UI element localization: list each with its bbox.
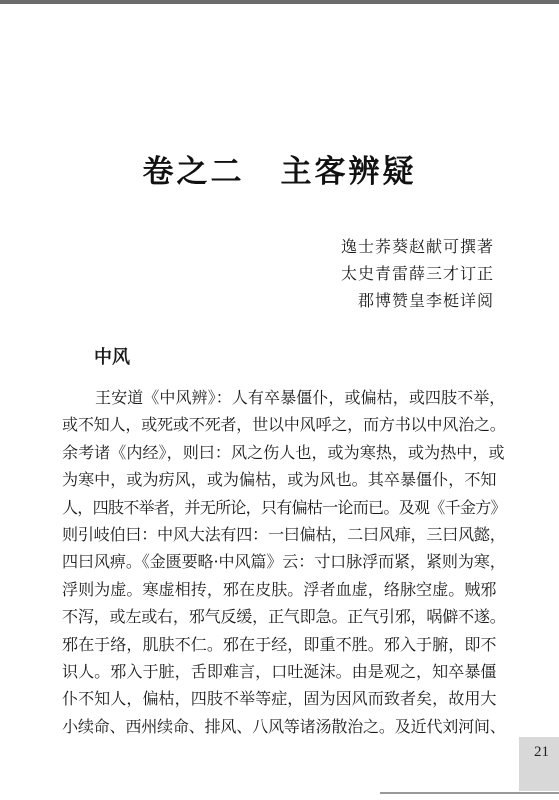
author-credits	[341, 233, 494, 314]
section-heading: 中风	[94, 347, 130, 368]
bottom-rule	[380, 792, 559, 794]
text-line: 人，四肢不举者，并无所论，只有偏枯一论而已。及观《千金方》	[62, 497, 506, 517]
text-line: 王安道《中风辨》：人有卒暴僵仆，或偏枯，或四肢不举，	[95, 388, 506, 407]
text-line: 则引岐伯曰：中风大法有四：一曰偏枯，二曰风痱，三曰风懿，	[62, 524, 506, 544]
text-line: 或不知人，或死或不死者，世以中风呼之，而方书以中风治之。	[62, 415, 506, 435]
author-line: 太史青雷薛三才订正	[340, 264, 494, 283]
text-line: 四曰风痹。《金匮要略·中风篇》云：寸口脉浮而紧，紧则为寒，	[62, 552, 506, 572]
text-line: 为寒中，或为疠风，或为偏枯，或为风也。其卒暴僵仆，不知	[62, 470, 497, 490]
text-line: 不泻，或左或右，邪气反缓，正气即急。正气引邪，㖞僻不遂。	[62, 607, 506, 627]
page-number: 21	[534, 744, 549, 760]
chapter-name: 主客辨疑	[280, 154, 417, 190]
text-line: 余考诸《内经》，则曰：风之伤人也，或为寒热，或为热中，或	[62, 442, 505, 462]
text-line: 识人。邪入于脏，舌即难言，口吐涎沫。由是观之，知卒暴僵	[62, 661, 497, 681]
author-line: 郡博赞皇李梃详阅	[357, 291, 494, 310]
author-line: 逸士荞葵赵献可撰著	[340, 237, 494, 256]
text-line: 小续命、西州续命、排风、八风等诸汤散治之。及近代刘河间、	[62, 716, 506, 736]
page-top-edge	[0, 0, 559, 4]
text-line: 仆不知人，偏枯，四肢不举等症，固为因风而致者矣，故用大	[62, 689, 497, 709]
body-paragraph	[62, 384, 506, 740]
text-line: 浮则为虚。寒虚相抟，邪在皮肤。浮者血虚，络脉空虚。贼邪	[62, 579, 497, 599]
chapter-number: 卷之二	[142, 154, 245, 190]
text-line: 邪在于络，肌肤不仁。邪在于经，即重不胜。邪入于腑，即不	[62, 634, 497, 654]
chapter-title	[0, 146, 559, 191]
